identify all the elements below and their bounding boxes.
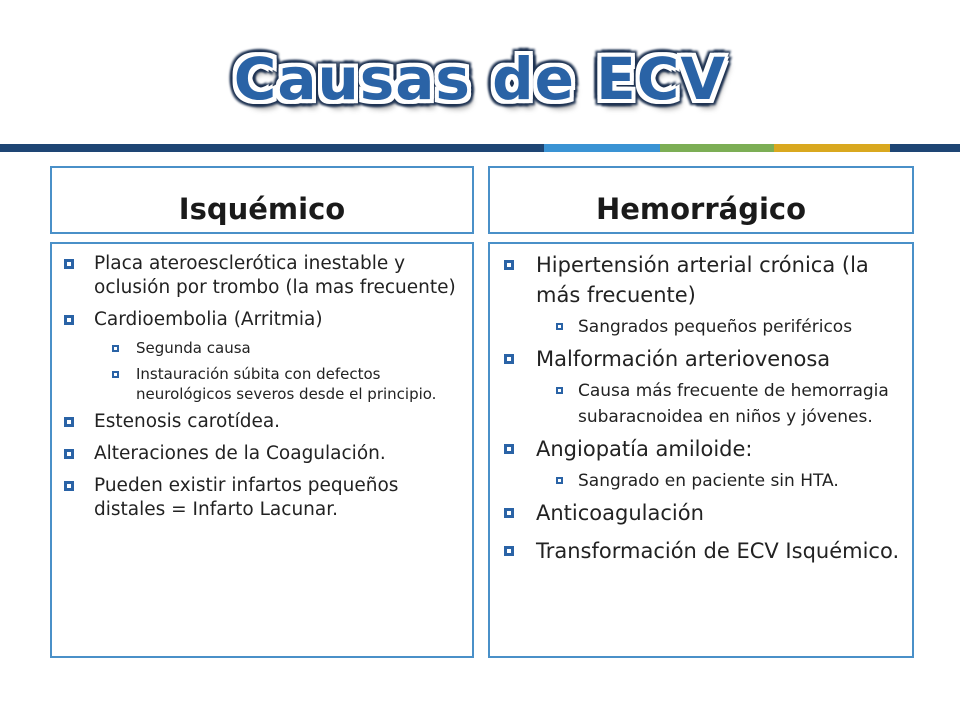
list-item [64,252,458,300]
list-item [504,536,900,566]
list-item [504,250,900,340]
square-bullet-icon [556,477,563,484]
sub-list-item [112,338,458,358]
list-item-text: Pueden existir infartos pequeños distales = Infarto Lacunar. [94,475,399,520]
sub-list-item-text: Causa más frecuente de hemorragia subaracnoidea en niños y jóvenes. [578,381,889,427]
square-bullet-icon [504,546,514,556]
list-item [504,434,900,494]
square-bullet-icon [504,260,514,270]
square-bullet-icon [112,371,119,378]
divider-bar-segment [0,144,544,152]
slide-title: Causas de ECV [233,45,727,113]
square-bullet-icon [64,449,74,459]
square-bullet-icon [64,315,74,325]
sub-list-item [112,364,458,404]
divider-bar-segment [774,144,890,152]
list-item-text: Hipertensión arterial crónica (la más frecuente) [536,253,869,307]
list-item [64,474,458,522]
sub-list-item-text: Sangrado en paciente sin HTA. [578,471,839,491]
square-bullet-icon [556,387,563,394]
divider-bar-segment [890,144,960,152]
square-bullet-icon [504,508,514,518]
divider-bar-segment [544,144,660,152]
list-item [64,308,458,404]
list-item [64,410,458,434]
ischemic-list [52,244,472,522]
title-area [0,34,960,124]
sub-list-item-text: Segunda causa [136,339,251,357]
square-bullet-icon [556,323,563,330]
list-item-text: Alteraciones de la Coagulación. [94,443,386,464]
square-bullet-icon [504,354,514,364]
square-bullet-icon [112,345,119,352]
hemorrhagic-heading: Hemorrágico [488,166,914,234]
divider-bar-segment [660,144,774,152]
square-bullet-icon [504,444,514,454]
hemorrhagic-causes-box [488,242,914,658]
list-item [504,344,900,430]
square-bullet-icon [64,259,74,269]
list-item-text: Transformación de ECV Isquémico. [536,539,900,563]
list-item-text: Angiopatía amiloide: [536,437,753,461]
list-item [504,498,900,528]
sub-list-item [556,468,900,494]
sub-list-item-text: Sangrados pequeños periféricos [578,317,853,337]
sub-list-item [556,378,900,430]
sub-list [536,314,900,340]
sub-list [536,468,900,494]
square-bullet-icon [64,481,74,491]
ischemic-causes-box [50,242,474,658]
list-item-text: Anticoagulación [536,501,704,525]
sub-list [536,378,900,430]
sub-list [94,338,458,404]
list-item [64,442,458,466]
list-item-text: Cardioembolia (Arritmia) [94,309,323,330]
list-item-text: Estenosis carotídea. [94,411,281,432]
list-item-text: Placa ateroesclerótica inestable y oclusión por trombo (la mas frecuente) [94,253,456,298]
sub-list-item-text: Instauración súbita con defectos neurológicos severos desde el principio. [136,365,437,403]
hemorrhagic-list [490,244,912,566]
ischemic-heading: Isquémico [50,166,474,234]
sub-list-item [556,314,900,340]
square-bullet-icon [64,417,74,427]
list-item-text: Malformación arteriovenosa [536,347,831,371]
